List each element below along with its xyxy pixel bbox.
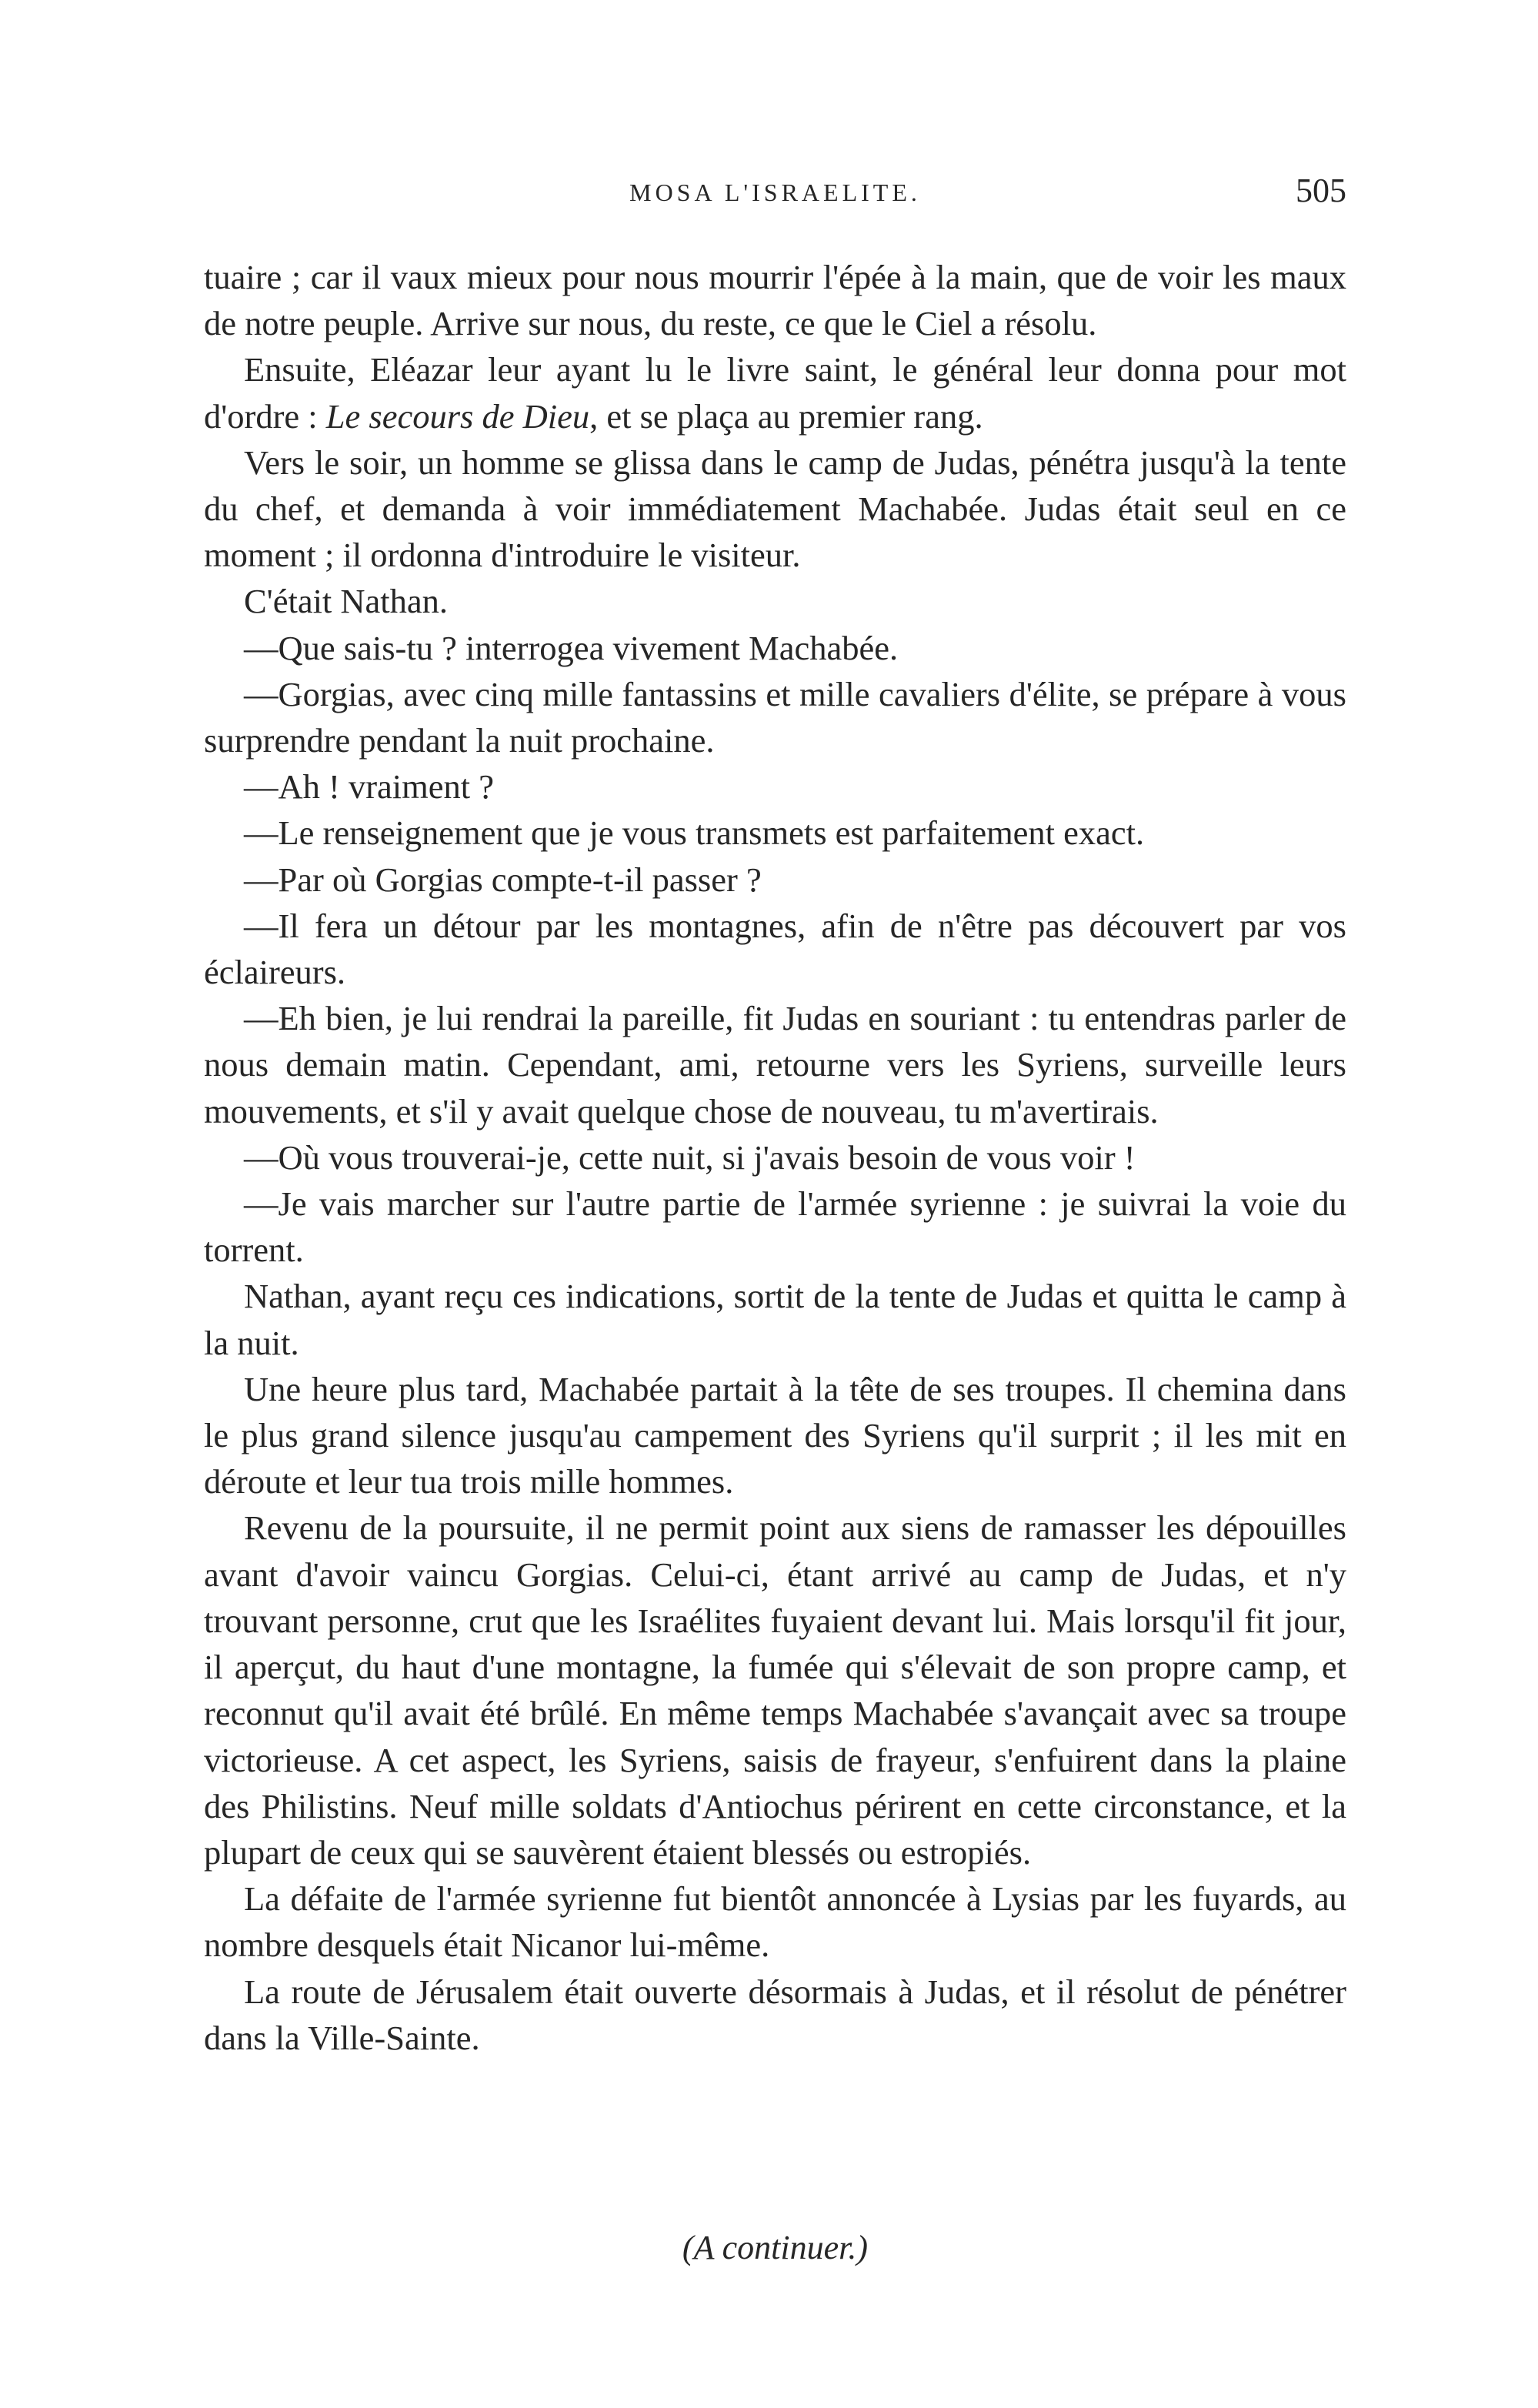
- paragraph-3: Vers le soir, un homme se glissa dans le camp de Judas, pénétra jusqu'à la tente du chef, et demanda à voir immédiatement Machabée. Judas était seul en ce moment ; il ordonna d'introduire le visiteur.: [204, 443, 1346, 575]
- paragraph-10: —Il fera un détour par les montagnes, afin de n'être pas découvert par vos éclaireurs.: [204, 906, 1346, 992]
- paragraph-9: —Par où Gorgias compte-t-il passer ?: [244, 860, 762, 899]
- paragraph-13: —Je vais marcher sur l'autre partie de l'armée syrienne : je suivrai la voie du torrent.: [204, 1184, 1346, 1270]
- paragraph-2-before: Ensuite, Eléazar leur ayant lu le livre saint, le général leur donna pour mot d'ordre :: [204, 350, 1346, 436]
- paragraph-15: Une heure plus tard, Machabée partait à la tête de ses troupes. Il chemina dans le plus grand silence jusqu'au campement des Syriens qu'il surprit ; il les mit en déroute et leur tua trois mille hommes.: [204, 1369, 1346, 1501]
- paragraph-16: Revenu de la poursuite, il ne permit point aux siens de ramasser les dépouilles avant d'avoir vaincu Gorgias. Celui-ci, étant arrivé au camp de Judas, et n'y trouvant personne, crut que les Israélites fuyaient devant lui. Mais lorsqu'il fit jour, il aperçut, du haut d'une montagne, la fumée qui s'élevait de son propre camp, et reconnut qu'il avait été brûlé. En même temps Machabée s'avançait avec sa troupe victorieuse. A cet aspect, les Syriens, saisis de frayeur, s'enfuirent dans la plaine des Philistins. Neuf mille soldats d'Antiochus périrent en cette circonstance, et la plupart de ceux qui se sauvèrent étaient blessés ou estropiés.: [204, 1508, 1346, 1872]
- paragraph-2-after: , et se plaça au premier rang.: [589, 396, 983, 436]
- body-text: [204, 254, 1346, 2061]
- paragraph-14: Nathan, ayant reçu ces indications, sortit de la tente de Judas et quitta le camp à la nuit.: [204, 1277, 1346, 1362]
- paragraph-18: La route de Jérusalem était ouverte désormais à Judas, et il résolut de pénétrer dans la Ville-Sainte.: [204, 1972, 1346, 2057]
- page-number: 505: [1296, 172, 1346, 209]
- paragraph-6: —Gorgias, avec cinq mille fantassins et mille cavaliers d'élite, se prépare à vous surprendre pendant la nuit prochaine.: [204, 674, 1346, 760]
- paragraph-12: —Où vous trouverai-je, cette nuit, si j'avais besoin de vous voir !: [244, 1137, 1136, 1177]
- paragraph-5: —Que sais-tu ? interrogea vivement Machabée.: [244, 628, 899, 667]
- paragraph-8: —Le renseignement que je vous transmets est parfaitement exact.: [244, 813, 1145, 853]
- running-title: MOSA L'ISRAELITE.: [629, 179, 921, 206]
- closing-note: (A continuer.): [682, 2229, 869, 2266]
- paragraph-4: C'était Nathan.: [244, 582, 449, 621]
- paragraph-11: —Eh bien, je lui rendrai la pareille, fit Judas en souriant : tu entendras parler de nous demain matin. Cependant, ami, retourne vers les Syriens, surveille leurs mouvements, et s'il y avait quelque chose de nouveau, tu m'avertirais.: [204, 999, 1346, 1131]
- password-italic: Le secours de Dieu: [325, 396, 590, 436]
- paragraph-1: tuaire ; car il vaux mieux pour nous mourrir l'épée à la main, que de voir les maux de notre peuple. Arrive sur nous, du reste, ce que le Ciel a résolu.: [204, 258, 1346, 343]
- paragraph-7: —Ah ! vraiment ?: [244, 767, 494, 807]
- page-header: [204, 171, 1346, 217]
- paragraph-2: [204, 346, 1346, 439]
- paragraph-17: La défaite de l'armée syrienne fut bientôt annoncée à Lysias par les fuyards, au nombre desquels était Nicanor lui-même.: [204, 1879, 1346, 1965]
